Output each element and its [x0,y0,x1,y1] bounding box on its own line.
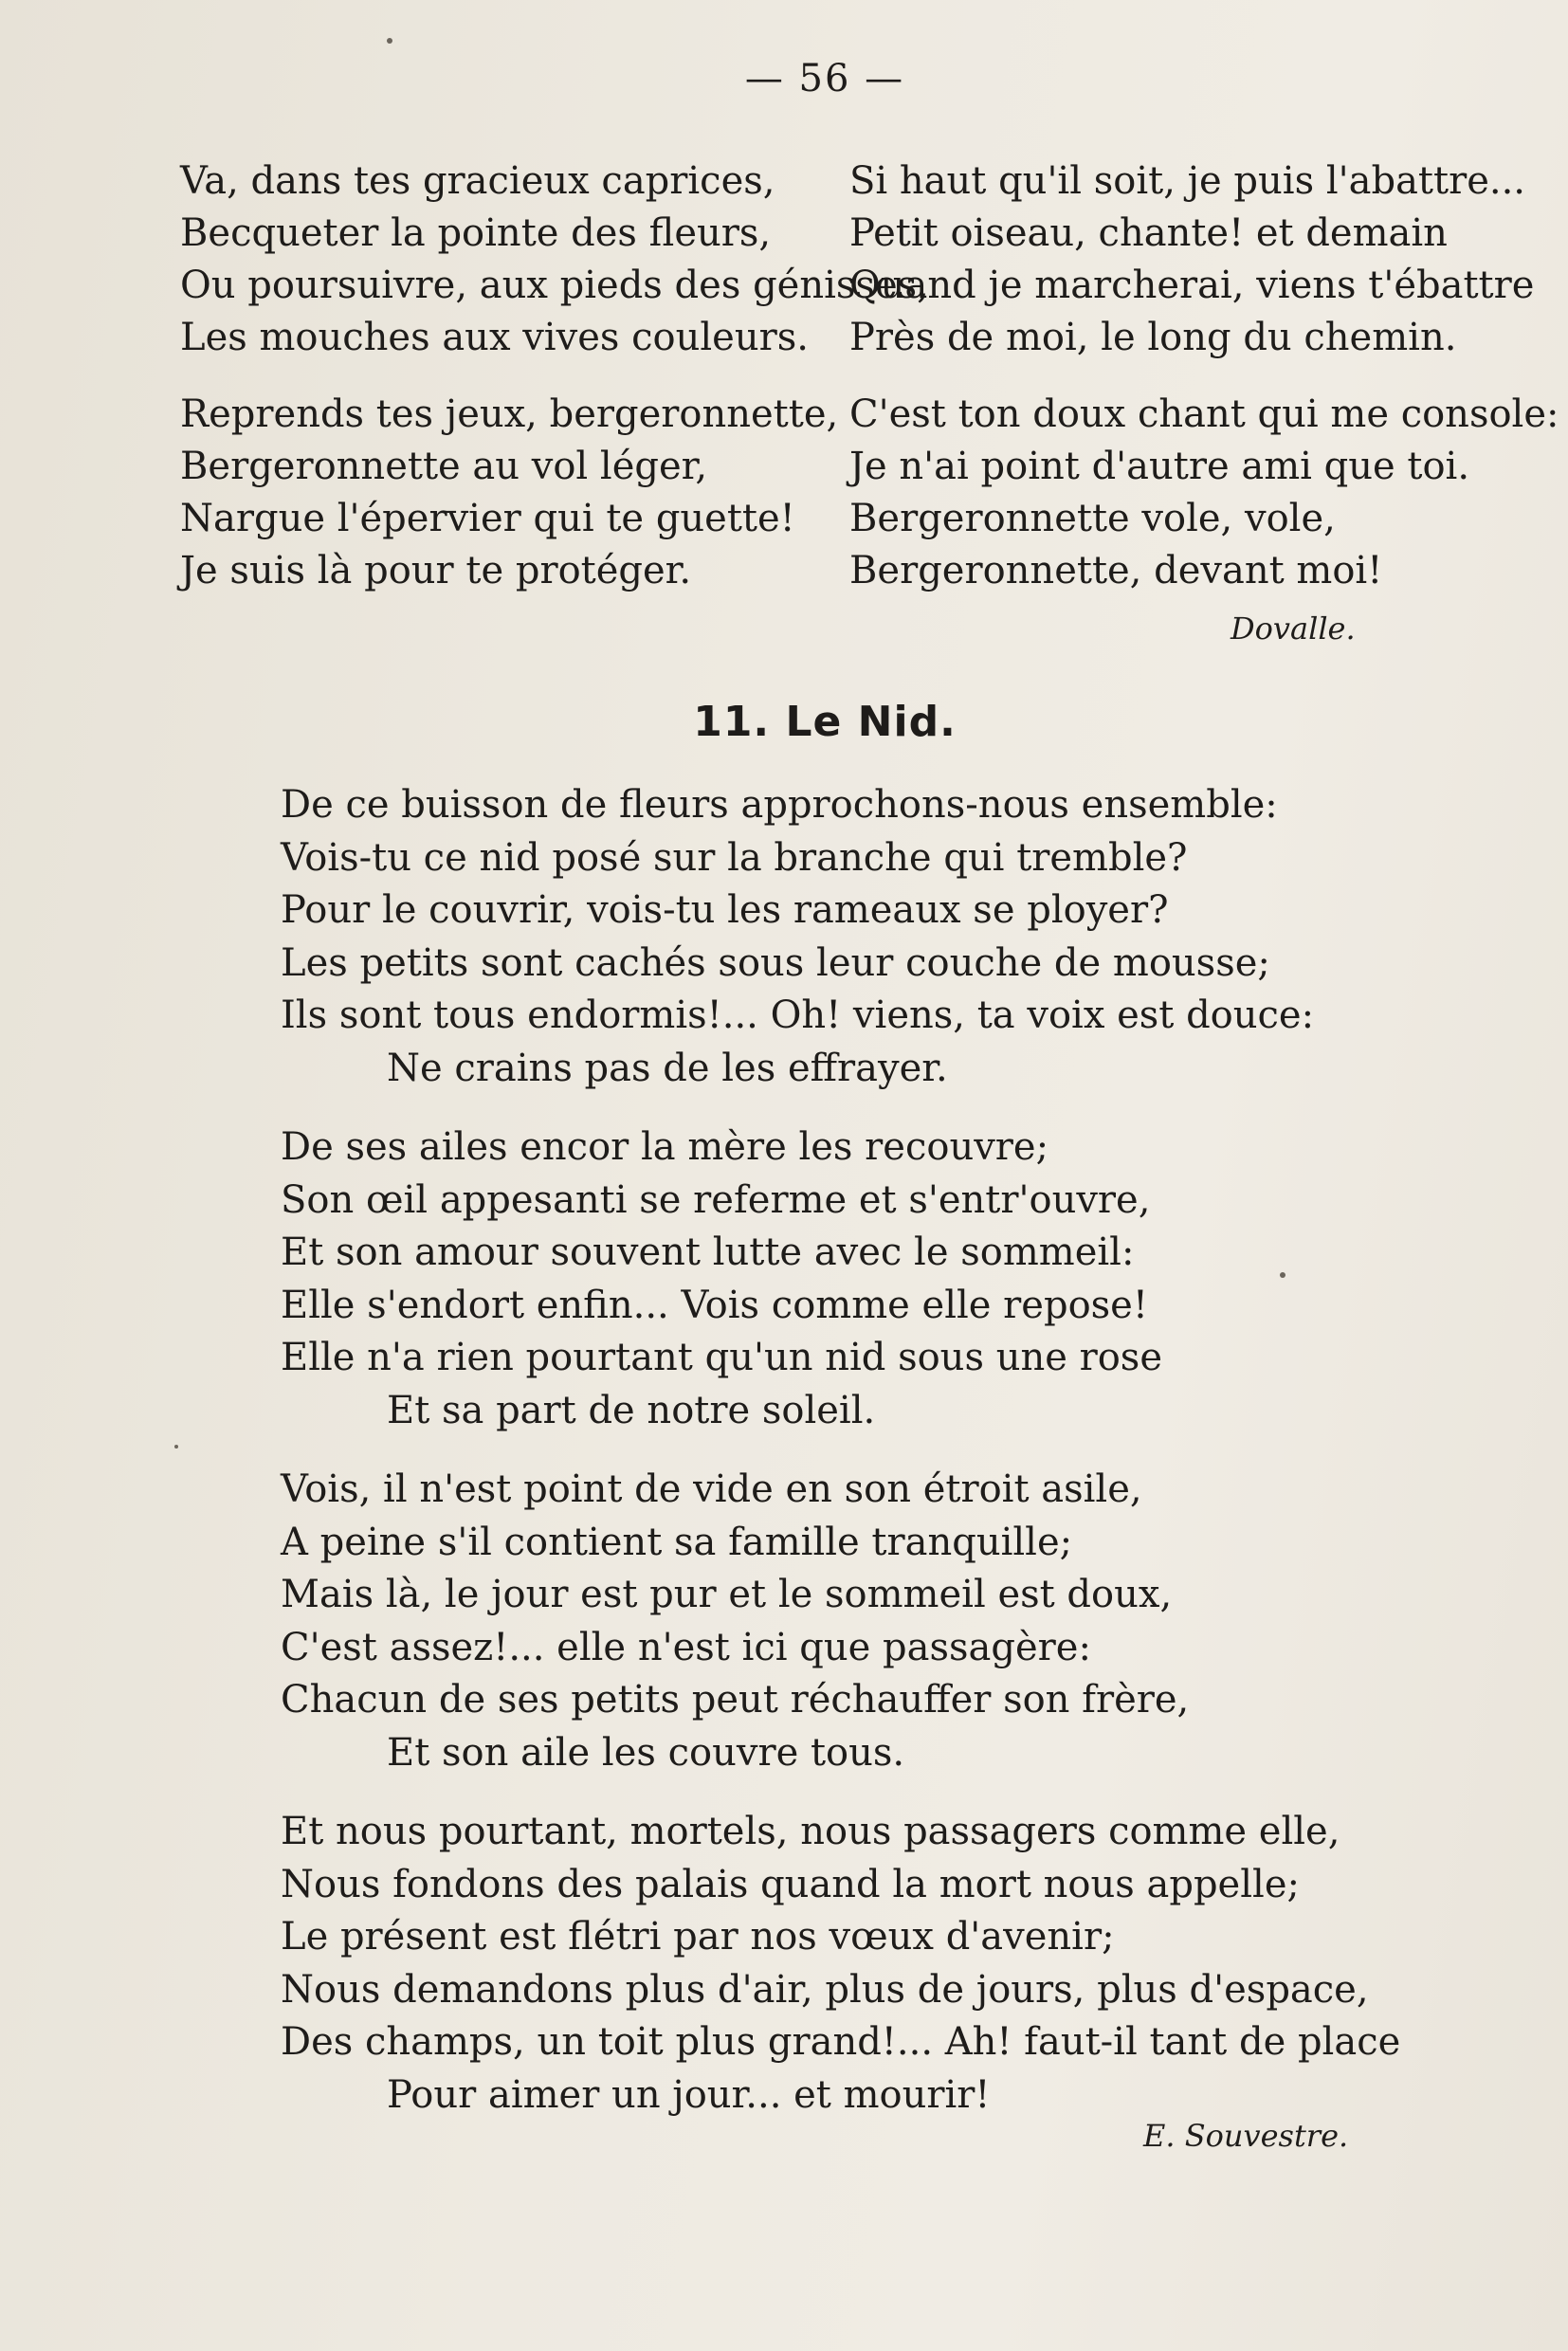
verse-line: Vois-tu ce nid posé sur la branche qui tremble? [281,835,1188,880]
top-poem-stanza-1 [180,155,929,364]
verse-line: Nargue l'épervier qui te guette! [180,497,795,540]
verse-line-refrain: Et sa part de notre soleil. [387,1388,876,1432]
poem-le-nid [281,779,1400,2148]
verse-line: Elle n'a rien pourtant qu'un nid sous une rose [281,1336,1162,1379]
paper-speck [387,38,392,44]
verse-line: Bergeronnette au vol léger, [180,445,708,488]
verse-line: Les mouches aux vives couleurs. [180,316,809,359]
verse-line: Vois, il n'est point de vide en son étroit asile, [281,1467,1142,1511]
top-poem-stanza-4 [849,389,1559,597]
verse-line: Becqueter la pointe des fleurs, [180,211,772,255]
page-number: — 56 — [744,57,905,100]
verse-line: C'est assez!... elle n'est ici que passagère: [281,1625,1091,1669]
verse-line: Près de moi, le long du chemin. [849,316,1457,359]
nid-stanza-4 [281,1806,1400,2122]
verse-line: De ce buisson de fleurs approchons-nous ensemble: [281,783,1278,827]
verse-line: A peine s'il contient sa famille tranquille; [281,1520,1073,1564]
nid-stanza-1 [281,779,1400,1095]
top-poem-author: Dovalle. [1231,611,1356,647]
nid-author: E. Souvestre. [1143,2118,1349,2154]
top-poem-left-column [180,155,929,622]
verse-line: Quand je marcherai, viens t'ébattre [849,264,1535,307]
verse-line: Pour le couvrir, vois-tu les rameaux se ployer? [281,888,1169,932]
verse-line: Nous demandons plus d'air, plus de jours, plus d'espace, [281,1967,1369,2012]
verse-line: Ils sont tous endormis!... Oh! viens, ta voix est douce: [281,993,1315,1037]
verse-line: Elle s'endort enfin... Vois comme elle repose! [281,1283,1148,1327]
verse-line: Des champs, un toit plus grand!... Ah! faut-il tant de place [281,2020,1401,2064]
verse-line: Va, dans tes gracieux caprices, [180,159,775,203]
verse-line: Reprends tes jeux, bergeronnette, [180,392,839,436]
verse-line: De ses ailes encor la mère les recouvre; [281,1125,1049,1169]
verse-line: C'est ton doux chant qui me console: [849,392,1559,436]
verse-line: Chacun de ses petits peut réchauffer son frère, [281,1678,1190,1722]
top-poem-stanza-3 [849,155,1559,364]
verse-line: Petit oiseau, chante! et demain [849,211,1448,255]
verse-line: Bergeronnette vole, vole, [849,497,1336,540]
verse-line: Mais là, le jour est pur et le sommeil est doux, [281,1573,1173,1616]
verse-line: Si haut qu'il soit, je puis l'abattre... [849,159,1526,203]
nid-stanza-2 [281,1121,1400,1437]
nid-stanza-3 [281,1464,1400,1779]
verse-line: Et nous pourtant, mortels, nous passagers comme elle, [281,1810,1340,1853]
paper-speck [174,1445,178,1449]
verse-line: Les petits sont cachés sous leur couche de mousse; [281,940,1270,985]
verse-line: Son œil appesanti se referme et s'entr'ouvre, [281,1177,1151,1222]
verse-line: Et son amour souvent lutte avec le sommeil: [281,1230,1135,1274]
verse-line-refrain: Ne crains pas de les effrayer. [387,1046,948,1090]
verse-line: Je suis là pour te protéger. [180,549,692,592]
verse-line: Je n'ai point d'autre ami que toi. [849,445,1470,488]
verse-line: Bergeronnette, devant moi! [849,549,1383,592]
top-poem-right-column [849,155,1559,622]
verse-line: Le présent est flétri par nos vœux d'avenir; [281,1915,1115,1959]
verse-line: Nous fondons des palais quand la mort nous appelle; [281,1862,1300,1906]
poem-title: 11. Le Nid. [693,698,957,746]
verse-line-refrain: Pour aimer un jour... et mourir! [387,2072,991,2117]
verse-line-refrain: Et son aile les couvre tous. [387,1730,905,1775]
paper-speck [1280,1272,1285,1278]
verse-line: Ou poursuivre, aux pieds des génisses, [180,264,929,307]
top-poem-stanza-2 [180,389,929,597]
